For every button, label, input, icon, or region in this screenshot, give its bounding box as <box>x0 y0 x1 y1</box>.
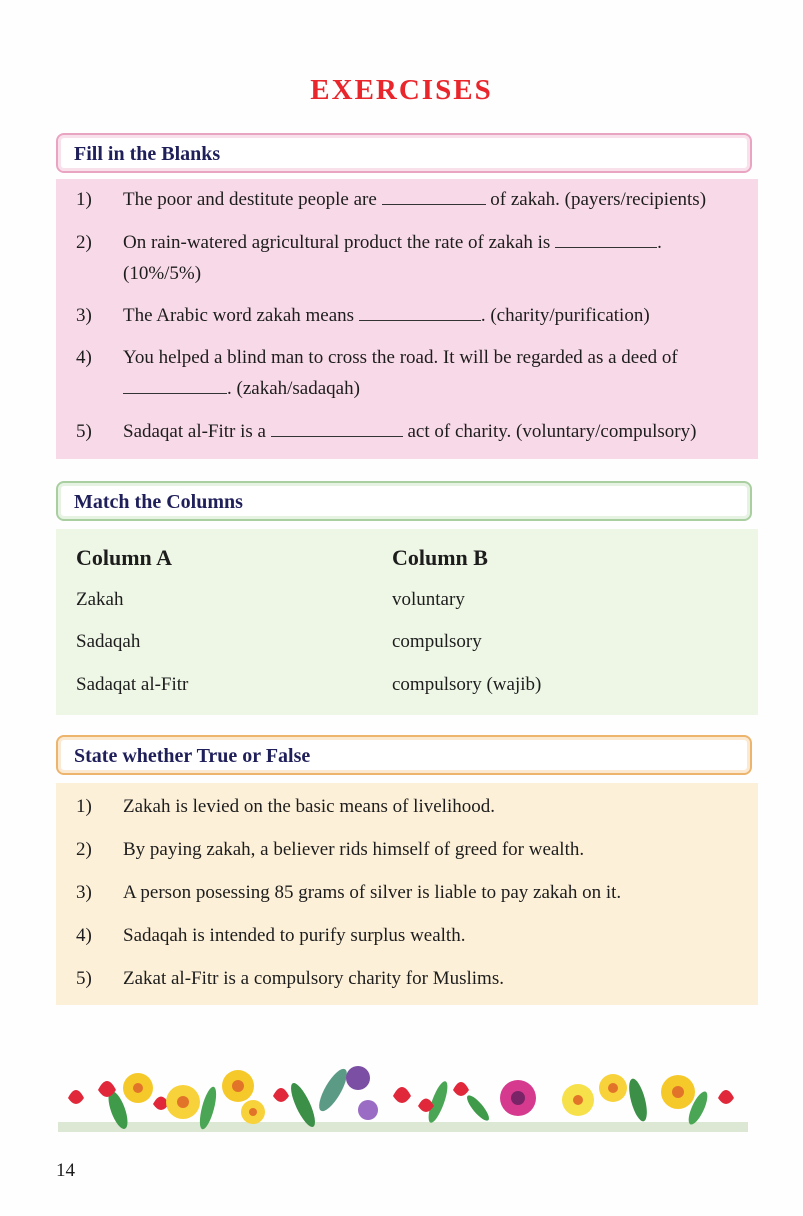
item-number: 1) <box>76 189 92 210</box>
blank-line[interactable] <box>555 230 657 248</box>
item-number: 2) <box>76 839 92 860</box>
page-title: EXERCISES <box>310 74 493 106</box>
blank-line[interactable] <box>271 419 403 437</box>
item-text: Sadaqah is intended to purify surplus wealth. <box>123 925 466 946</box>
item-text: A person posessing 85 grams of silver is liable to pay zakah on it. <box>123 882 622 903</box>
column-b-item[interactable]: voluntary <box>392 589 465 610</box>
item-text: Zakah is levied on the basic means of livelihood. <box>123 796 495 817</box>
item-text: Zakat al-Fitr is a compulsory charity for Muslims. <box>123 968 504 989</box>
match-panel <box>56 529 758 715</box>
item-number: 4) <box>76 347 92 368</box>
item-number: 3) <box>76 305 92 326</box>
page-number: 14 <box>56 1160 75 1181</box>
column-b-item[interactable]: compulsory <box>392 631 482 652</box>
item-number: 4) <box>76 925 92 946</box>
item-number: 5) <box>76 421 92 442</box>
column-a-item[interactable]: Sadaqat al-Fitr <box>76 674 189 695</box>
item-number: 5) <box>76 968 92 989</box>
true-false-header <box>56 735 752 775</box>
item-text: The Arabic word zakah means . (charity/purification) <box>123 305 650 326</box>
item-text: By paying zakah, a believer rids himself of greed for wealth. <box>123 839 585 860</box>
fill-blanks-header <box>56 133 752 173</box>
item-text: You helped a blind man to cross the road. It will be regarded as a deed of . (zakah/sadaqah) <box>123 347 678 399</box>
item-text: The poor and destitute people are of zakah. (payers/recipients) <box>123 189 707 210</box>
column-a-item[interactable]: Zakah <box>76 589 124 610</box>
match-header <box>56 481 752 521</box>
item-number: 2) <box>76 232 92 253</box>
item-number: 3) <box>76 882 92 903</box>
fill-blanks-panel <box>56 179 758 459</box>
column-a-item[interactable]: Sadaqah <box>76 631 141 652</box>
column-a-heading: Column A <box>76 545 172 570</box>
blank-line[interactable] <box>382 187 486 205</box>
column-b-heading: Column B <box>392 545 488 570</box>
true-false-title: State whether True or False <box>74 745 311 767</box>
column-b-item[interactable]: compulsory (wajib) <box>392 674 542 695</box>
item-text: Sadaqat al-Fitr is a act of charity. (voluntary/compulsory) <box>123 421 697 442</box>
true-false-panel <box>56 783 758 1005</box>
item-number: 1) <box>76 796 92 817</box>
item-text: On rain-watered agricultural product the rate of zakah is . (10%/5%) <box>123 232 662 284</box>
flower-border-illustration <box>58 1060 748 1140</box>
match-title: Match the Columns <box>74 491 243 513</box>
blank-line[interactable] <box>123 376 227 394</box>
fill-blanks-title: Fill in the Blanks <box>74 143 221 165</box>
blank-line[interactable] <box>359 303 481 321</box>
